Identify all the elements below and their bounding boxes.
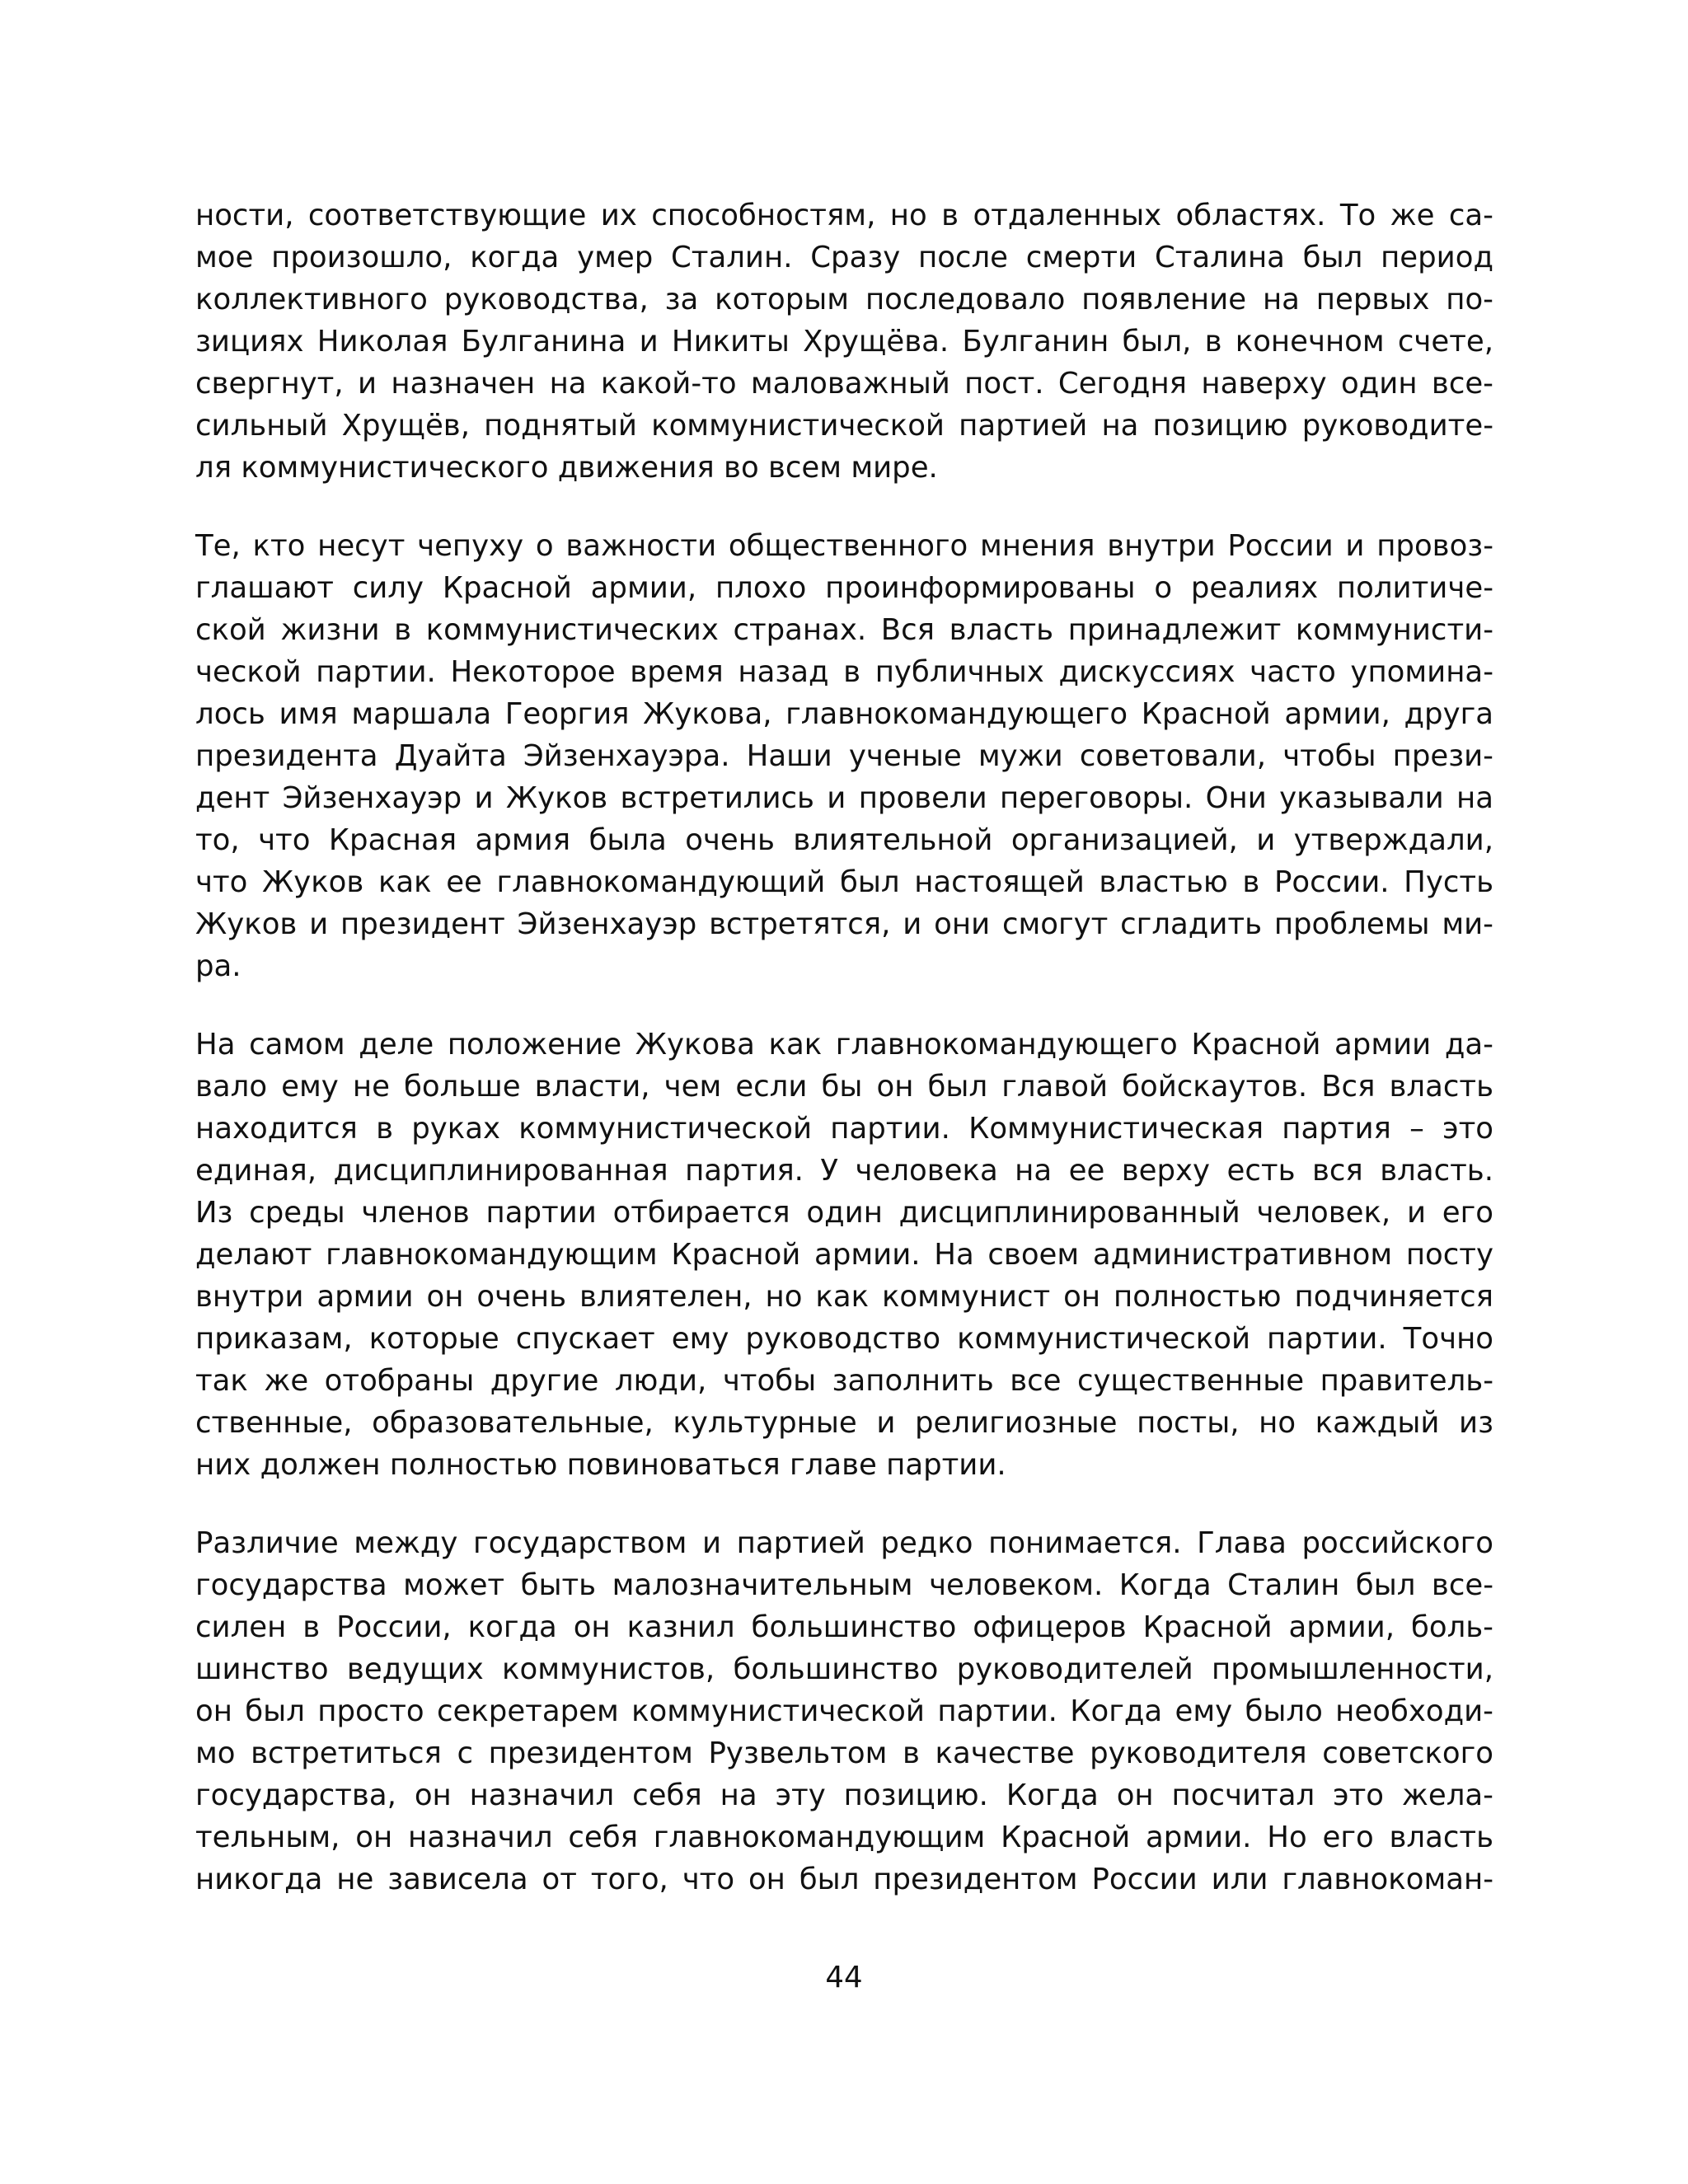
text-line: ческой партии. Некоторое время назад в публичных дискуссиях часто упомина- <box>195 655 1493 689</box>
text-line: он был просто секретарем коммунистической партии. Когда ему было необходи- <box>195 1694 1493 1728</box>
text-line: то, что Красная армия была очень влиятельной организацией, и утверждали, <box>195 823 1493 857</box>
text-line: никогда не зависела от того, что он был президентом России или главнокоман- <box>195 1863 1493 1896</box>
text-line: Жуков и президент Эйзенхауэр встретятся, и они смогут сгладить проблемы ми- <box>195 907 1493 941</box>
text-line: свергнут, и назначен на какой-то маловажный пост. Сегодня наверху один все- <box>195 367 1493 401</box>
text-line: ственные, образовательные, культурные и религиозные посты, но каждый из <box>195 1406 1493 1440</box>
text-line: внутри армии он очень влиятелен, но как коммунист он полностью подчиняется <box>195 1280 1493 1314</box>
text-line: шинство ведущих коммунистов, большинство руководителей промышленности, <box>195 1652 1493 1686</box>
text-line: единая, дисциплинированная партия. У человека на ее верху есть вся власть. <box>195 1154 1493 1188</box>
text-line: президента Дуайта Эйзенхауэра. Наши ученые мужи советовали, чтобы прези- <box>195 739 1493 773</box>
text-line: На самом деле положение Жукова как главнокомандующего Красной армии да- <box>195 1028 1493 1062</box>
text-line: находится в руках коммунистической партии. Коммунистическая партия – это <box>195 1112 1493 1146</box>
text-line: дент Эйзенхауэр и Жуков встретились и провели переговоры. Они указывали на <box>195 781 1493 815</box>
text-line: Те, кто несут чепуху о важности общественного мнения внутри России и провоз- <box>195 529 1493 563</box>
text-line: ской жизни в коммунистических странах. Вся власть принадлежит коммунисти- <box>195 613 1493 647</box>
text-line: ности, соответствующие их способностям, но в отдаленных областях. То же са- <box>195 199 1493 232</box>
text-line: мое произошло, когда умер Сталин. Сразу после смерти Сталина был период <box>195 241 1493 274</box>
text-line: Различие между государством и партией редко понимается. Глава российского <box>195 1526 1493 1560</box>
text-line: сильный Хрущёв, поднятый коммунистической партией на позицию руководите- <box>195 409 1493 443</box>
text-line: так же отобраны другие люди, чтобы заполнить все существенные правитель- <box>195 1364 1493 1398</box>
text-line: лось имя маршала Георгия Жукова, главнокомандующего Красной армии, друга <box>195 697 1493 731</box>
page-number: 44 <box>825 1961 863 1994</box>
text-line: ра. <box>195 949 241 983</box>
text-line: что Жуков как ее главнокомандующий был настоящей властью в России. Пусть <box>195 865 1493 899</box>
text-line: глашают силу Красной армии, плохо проинформированы о реалиях политиче- <box>195 571 1493 605</box>
text-line: силен в России, когда он казнил большинство офицеров Красной армии, боль- <box>195 1610 1493 1644</box>
text-line: зициях Николая Булганина и Никиты Хрущёва. Булганин был, в конечном счете, <box>195 325 1493 359</box>
text-line: них должен полностью повиноваться главе партии. <box>195 1448 1006 1482</box>
text-line: Из среды членов партии отбирается один дисциплинированный человек, и его <box>195 1196 1493 1230</box>
text-line: тельным, он назначил себя главнокомандующим Красной армии. Но его власть <box>195 1821 1493 1854</box>
text-line: делают главнокомандующим Красной армии. На своем административном посту <box>195 1238 1493 1272</box>
text-line: государства может быть малозначительным человеком. Когда Сталин был все- <box>195 1568 1493 1602</box>
text-line: коллективного руководства, за которым последовало появление на первых по- <box>195 283 1493 316</box>
text-line: вало ему не больше власти, чем если бы он был главой бойскаутов. Вся власть <box>195 1070 1493 1104</box>
text-line: приказам, которые спускает ему руководство коммунистической партии. Точно <box>195 1322 1493 1356</box>
text-line: ля коммунистического движения во всем мире. <box>195 451 938 485</box>
text-line: мо встретиться с президентом Рузвельтом в качестве руководителя советского <box>195 1736 1493 1770</box>
text-line: государства, он назначил себя на эту позицию. Когда он посчитал это жела- <box>195 1779 1493 1812</box>
